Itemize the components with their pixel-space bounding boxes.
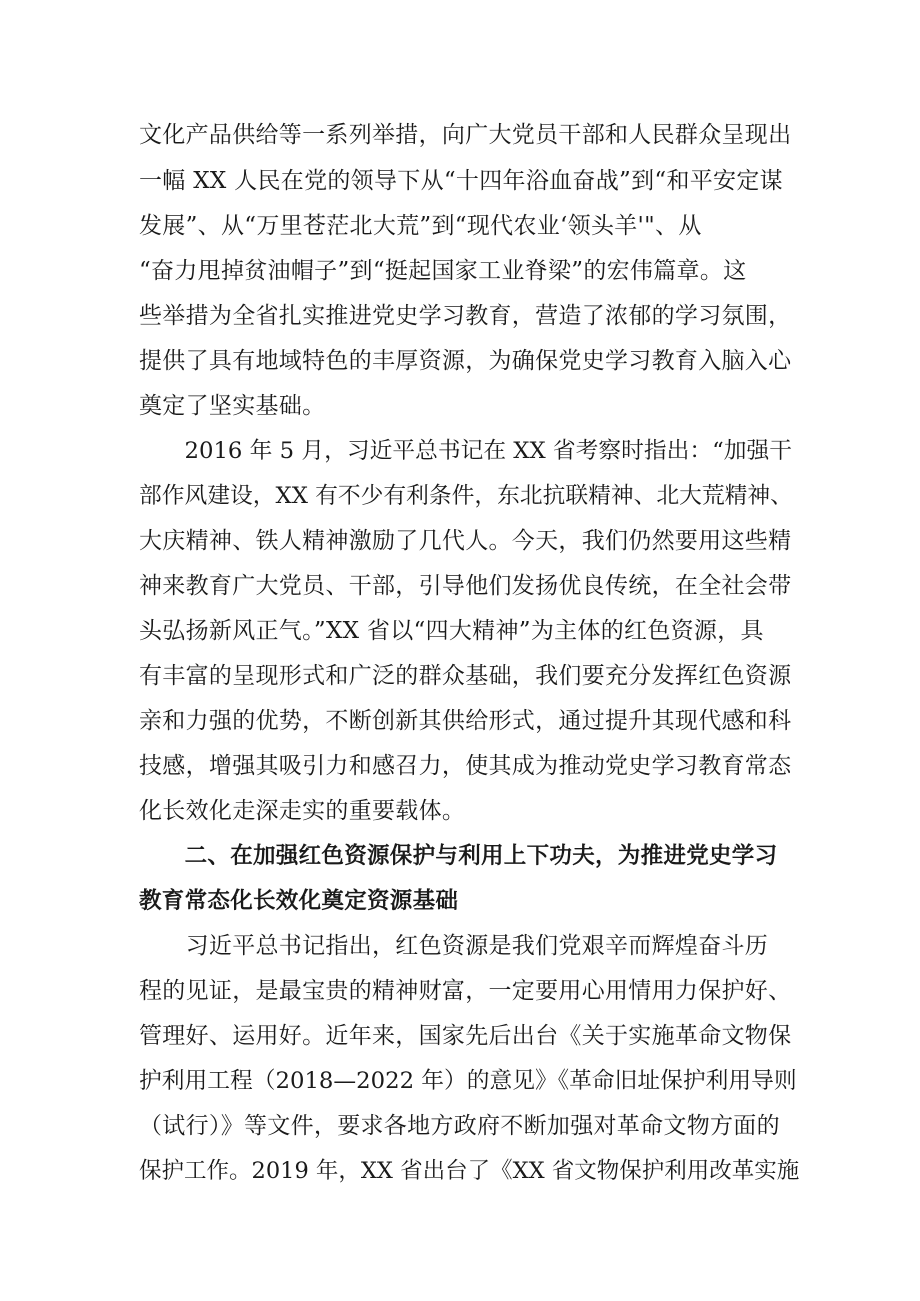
- text-line: 护利用工程（2018—2022 年）的意见》《革命旧址保护利用导则: [139, 1068, 797, 1094]
- text-line: 一幅 XX 人民在党的领导下从“十四年浴血奋战”到“和平安定谋: [139, 168, 783, 194]
- text-line: 发展”、从“万里苍茫北大荒”到“现代农业‘领头羊'"、从: [139, 213, 702, 239]
- text-line: 头弘扬新风正气。”XX 省以“四大精神”为主体的红色资源，具: [139, 618, 764, 644]
- text-line: 提供了具有地域特色的丰厚资源，为确保党史学习教育入脑入心: [139, 348, 792, 374]
- text-line: 保护工作。2019 年，XX 省出台了《XX 省文物保护利用改革实施: [139, 1158, 800, 1184]
- text-line: 神来教育广大党员、干部，引导他们发扬优良传统，在全社会带: [139, 573, 792, 599]
- text-line: 部作风建设，XX 有不少有利条件，东北抗联精神、北大荒精神、: [139, 483, 793, 509]
- text-line: 技感，增强其吸引力和感召力，使其成为推动党史学习教育常态: [139, 753, 792, 779]
- text-line: “奋力甩掉贫油帽子”到“挺起国家工业脊梁”的宏伟篇章。这: [139, 258, 747, 284]
- text-line: 奠定了坚实基础。: [139, 393, 326, 419]
- text-line: 些举措为全省扎实推进党史学习教育，营造了浓郁的学习氛围，: [139, 303, 792, 329]
- text-line: 化长效化走深走实的重要载体。: [139, 798, 466, 824]
- text-line: 习近平总书记指出，红色资源是我们党艰辛而辉煌奋斗历: [139, 933, 769, 959]
- text-line: 2016 年 5 月，习近平总书记在 XX 省考察时指出：“加强干: [139, 438, 793, 464]
- text-line: 文化产品供给等一系列举措，向广大党员干部和人民群众呈现出: [139, 122, 792, 148]
- section-heading-line: 二、在加强红色资源保护与利用上下功夫，为推进党史学习: [139, 843, 778, 869]
- text-line: 亲和力强的优势，不断创新其供给形式，通过提升其现代感和科: [139, 708, 792, 734]
- text-line: 大庆精神、铁人精神激励了几代人。今天，我们仍然要用这些精: [139, 528, 792, 554]
- text-line: 有丰富的呈现形式和广泛的群众基础，我们要充分发挥红色资源: [139, 663, 792, 689]
- text-line: 管理好、运用好。近年来，国家先后出台《关于实施革命文物保: [139, 1023, 792, 1049]
- section-heading-line: 教育常态化长效化奠定资源基础: [139, 888, 459, 914]
- text-line: （试行）》等文件，要求各地方政府不断加强对革命文物方面的: [139, 1113, 780, 1139]
- text-line: 程的见证，是最宝贵的精神财富，一定要用心用情用力保护好、: [139, 978, 792, 1004]
